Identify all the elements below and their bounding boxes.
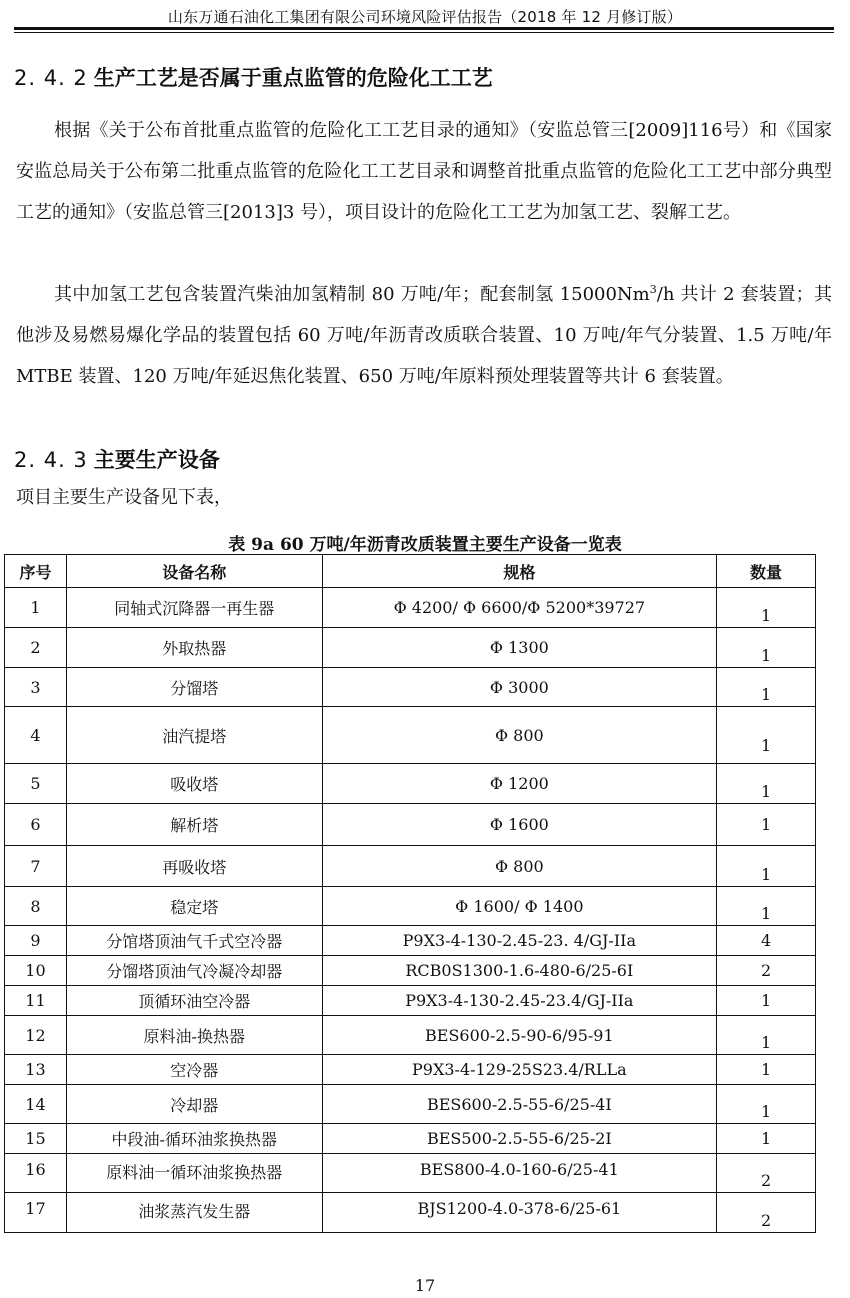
cell-qty: 2 <box>717 1154 816 1193</box>
cell-spec: BES600-2.5-90-6/95-91 <box>322 1016 717 1055</box>
cell-spec: Φ 1300 <box>322 628 717 668</box>
page-number: 17 <box>414 1276 436 1295</box>
cell-name: 油浆蒸汽发生器 <box>66 1193 322 1233</box>
cell-qty: 1 <box>717 1124 816 1154</box>
cell-spec: Φ 3000 <box>322 668 717 707</box>
cell-qty: 2 <box>717 1193 816 1233</box>
cell-spec: Φ 1200 <box>322 764 717 804</box>
cell-name: 分馏塔顶油气冷凝冷却器 <box>66 956 322 986</box>
cell-spec: RCB0S1300-1.6-480-6/25-6I <box>322 956 717 986</box>
table-row <box>5 887 816 926</box>
cell-name: 油汽提塔 <box>66 707 322 764</box>
cell-no: 15 <box>5 1124 67 1154</box>
section-243-number: 2. 4. 3 <box>14 448 88 472</box>
cell-qty: 1 <box>717 986 816 1016</box>
table-row <box>5 846 816 887</box>
cell-spec: Φ 800 <box>322 846 717 887</box>
page-header-title: 山东万通石油化工集团有限公司环境风险评估报告（2018 年 12 月修订版） <box>167 8 683 26</box>
cell-spec: BES800-4.0-160-6/25-41 <box>322 1154 717 1193</box>
section-243-heading <box>14 444 220 474</box>
header-qty: 数量 <box>717 555 816 588</box>
cell-no: 9 <box>5 926 67 956</box>
cell-name: 空冷器 <box>66 1055 322 1085</box>
cell-qty: 1 <box>717 846 816 887</box>
cell-name: 原料油-换热器 <box>66 1016 322 1055</box>
cell-qty: 1 <box>717 1055 816 1085</box>
table-row <box>5 668 816 707</box>
cell-spec: BES500-2.5-55-6/25-2I <box>322 1124 717 1154</box>
cell-name: 稳定塔 <box>66 887 322 926</box>
header-rule-thin <box>14 32 834 33</box>
cell-no: 14 <box>5 1085 67 1124</box>
table-row <box>5 707 816 764</box>
cell-spec: P9X3-4-130-2.45-23. 4/GJ-IIa <box>322 926 717 956</box>
cell-no: 13 <box>5 1055 67 1085</box>
table-row <box>5 764 816 804</box>
table-row <box>5 1154 816 1193</box>
section-242-title: 生产工艺是否属于重点监管的危险化工工艺 <box>93 66 493 90</box>
cell-spec: Φ 800 <box>322 707 717 764</box>
table-row <box>5 628 816 668</box>
cell-qty: 1 <box>717 887 816 926</box>
cell-no: 8 <box>5 887 67 926</box>
paragraph-2-superscript: 3 <box>649 283 657 296</box>
section-242-heading <box>14 62 493 92</box>
table-row <box>5 986 816 1016</box>
table-row <box>5 588 816 628</box>
cell-name: 中段油-循环油浆换热器 <box>66 1124 322 1154</box>
equipment-table <box>4 554 816 1233</box>
cell-qty: 1 <box>717 804 816 846</box>
cell-no: 12 <box>5 1016 67 1055</box>
table-row <box>5 956 816 986</box>
cell-qty: 1 <box>717 707 816 764</box>
cell-no: 10 <box>5 956 67 986</box>
cell-no: 11 <box>5 986 67 1016</box>
cell-qty: 4 <box>717 926 816 956</box>
header-spec: 规格 <box>322 555 717 588</box>
cell-qty: 1 <box>717 668 816 707</box>
cell-name: 同轴式沉降器一再生器 <box>66 588 322 628</box>
cell-spec: BJS1200-4.0-378-6/25-61 <box>322 1193 717 1233</box>
cell-name: 外取热器 <box>66 628 322 668</box>
table-caption: 表 9a 60 万吨/年沥青改质装置主要生产设备一览表 <box>228 535 622 555</box>
cell-name: 分馆塔顶油气千式空冷器 <box>66 926 322 956</box>
cell-name: 冷却器 <box>66 1085 322 1124</box>
cell-spec: Φ 1600 <box>322 804 717 846</box>
cell-name: 吸收塔 <box>66 764 322 804</box>
table-row <box>5 1016 816 1055</box>
cell-qty: 1 <box>717 588 816 628</box>
cell-qty: 1 <box>717 628 816 668</box>
table-header-row <box>5 555 816 588</box>
paragraph-2-part-b: /h 共计 2 套装置；其他涉及易燃易爆化学品的装置包括 60 万吨/年沥青改质联合装置、10 万吨/年气分装置、1.5 万吨/年 MTBE 装置、120 万吨/年延迟焦化装置、650 万吨/年原料预处理装置等共计 6 套装置。 <box>16 284 832 387</box>
cell-no: 16 <box>5 1154 67 1193</box>
header-rule-thick <box>14 27 834 30</box>
section-242-number: 2. 4. 2 <box>14 66 88 90</box>
cell-no: 17 <box>5 1193 67 1233</box>
cell-name: 分馏塔 <box>66 668 322 707</box>
cell-no: 6 <box>5 804 67 846</box>
section-242-paragraph-2 <box>16 274 832 397</box>
cell-no: 4 <box>5 707 67 764</box>
section-243-intro: 项目主要生产设备见下表， <box>16 487 232 508</box>
table-row <box>5 1124 816 1154</box>
cell-no: 3 <box>5 668 67 707</box>
cell-name: 解析塔 <box>66 804 322 846</box>
table-row <box>5 1085 816 1124</box>
header-name: 设备名称 <box>66 555 322 588</box>
cell-spec: P9X3-4-129-25S23.4/RLLa <box>322 1055 717 1085</box>
cell-spec: Φ 1600/ Φ 1400 <box>322 887 717 926</box>
cell-qty: 1 <box>717 764 816 804</box>
cell-qty: 1 <box>717 1085 816 1124</box>
cell-no: 7 <box>5 846 67 887</box>
header-no: 序号 <box>5 555 67 588</box>
table-row <box>5 1055 816 1085</box>
table-row <box>5 926 816 956</box>
cell-name: 原料油一循环油浆换热器 <box>66 1154 322 1193</box>
table-row <box>5 804 816 846</box>
section-242-paragraph-1: 根据《关于公布首批重点监管的危险化工工艺目录的通知》（安监总管三[2009]116号）和《国家安监总局关于公布第二批重点监管的危险化工工艺目录和调整首批重点监管的危险化工工艺中部分典型工艺的通知》（安监总管三[2013]3 号），项目设计的危险化工工艺为加氢工艺、裂解工艺。 <box>16 120 832 223</box>
cell-name: 顶循环油空冷器 <box>66 986 322 1016</box>
cell-spec: Φ 4200/ Φ 6600/Φ 5200*39727 <box>322 588 717 628</box>
table-row <box>5 1193 816 1233</box>
cell-spec: BES600-2.5-55-6/25-4I <box>322 1085 717 1124</box>
cell-qty: 1 <box>717 1016 816 1055</box>
cell-spec: P9X3-4-130-2.45-23.4/GJ-IIa <box>322 986 717 1016</box>
section-243-title: 主要生产设备 <box>93 448 220 472</box>
cell-no: 5 <box>5 764 67 804</box>
cell-no: 1 <box>5 588 67 628</box>
cell-no: 2 <box>5 628 67 668</box>
cell-qty: 2 <box>717 956 816 986</box>
paragraph-2-part-a: 其中加氢工艺包含装置汽柴油加氢精制 80 万吨/年；配套制氢 15000Nm <box>54 284 650 305</box>
cell-name: 再吸收塔 <box>66 846 322 887</box>
